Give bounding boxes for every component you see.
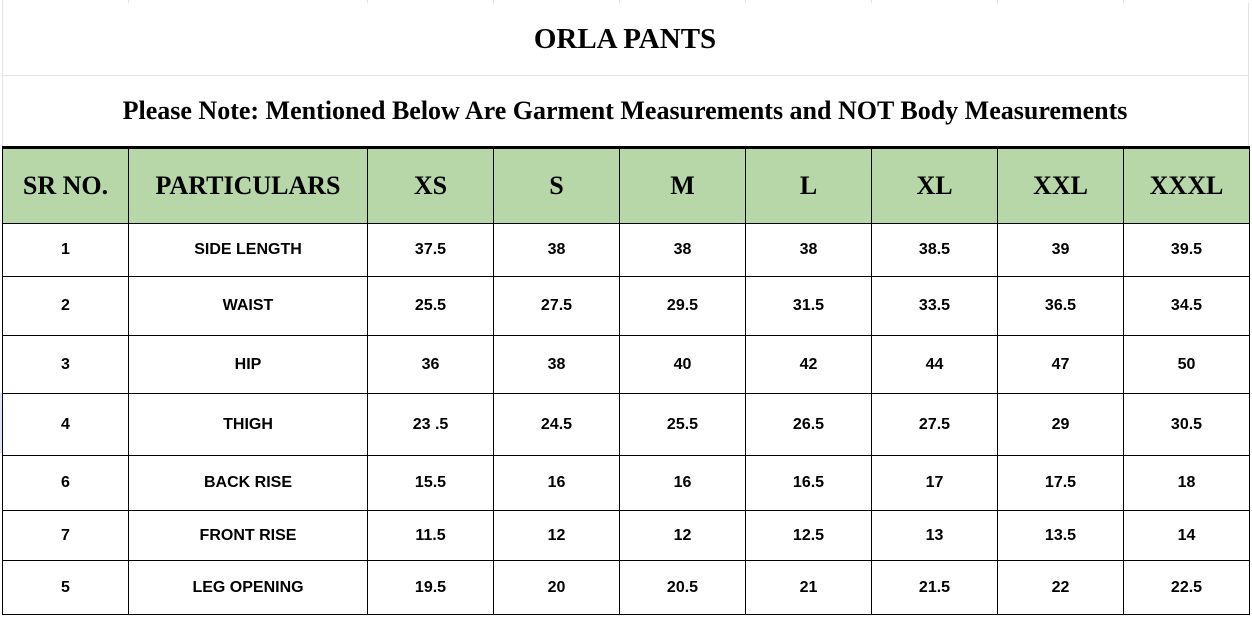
sr-cell[interactable]: 4 [3,394,129,456]
particular-cell[interactable]: BACK RISE [129,456,368,511]
table-row [3,456,1250,511]
header-cell-xl[interactable]: XL [872,148,998,224]
value-cell[interactable]: 40 [620,336,746,394]
page-title-text: ORLA PANTS [533,22,717,55]
value-cell[interactable]: 16 [494,456,620,511]
table-row [3,394,1250,456]
value-cell[interactable]: 34.5 [1124,277,1250,336]
value-cell[interactable]: 29.5 [620,277,746,336]
particular-cell[interactable]: HIP [129,336,368,394]
value-cell[interactable]: 38 [746,224,872,277]
value-cell[interactable]: 11.5 [368,511,494,561]
measurement-note-text: Please Note: Mentioned Below Are Garment Measurements and NOT Body Measurements [122,96,1128,125]
header-cell-m[interactable]: M [620,148,746,224]
value-cell[interactable]: 23 .5 [368,394,494,456]
value-cell[interactable]: 19.5 [368,561,494,615]
header-cell-xxxl[interactable]: XXXL [1124,148,1250,224]
value-cell[interactable]: 15.5 [368,456,494,511]
sr-cell[interactable]: 2 [3,277,129,336]
header-cell-xs[interactable]: XS [368,148,494,224]
value-cell[interactable]: 38.5 [872,224,998,277]
value-cell[interactable]: 38 [494,336,620,394]
header-row [3,148,1250,224]
particular-cell[interactable]: LEG OPENING [129,561,368,615]
value-cell[interactable]: 16.5 [746,456,872,511]
table-row [3,511,1250,561]
value-cell[interactable]: 16 [620,456,746,511]
value-cell[interactable]: 13.5 [998,511,1124,561]
value-cell[interactable]: 25.5 [368,277,494,336]
value-cell[interactable]: 33.5 [872,277,998,336]
value-cell[interactable]: 29 [998,394,1124,456]
particular-cell[interactable]: THIGH [129,394,368,456]
size-chart-table [2,146,1250,615]
value-cell[interactable]: 12.5 [746,511,872,561]
header-cell-particulars[interactable]: PARTICULARS [129,148,368,224]
value-cell[interactable]: 27.5 [494,277,620,336]
value-cell[interactable]: 12 [494,511,620,561]
value-cell[interactable]: 36 [368,336,494,394]
grid-line [1248,3,1249,146]
value-cell[interactable]: 39 [998,224,1124,277]
header-cell-sr-no[interactable]: SR NO. [3,148,129,224]
value-cell[interactable]: 14 [1124,511,1250,561]
value-cell[interactable]: 17.5 [998,456,1124,511]
table-row [3,224,1250,277]
value-cell[interactable]: 38 [494,224,620,277]
table-row [3,277,1250,336]
value-cell[interactable]: 20 [494,561,620,615]
value-cell[interactable]: 12 [620,511,746,561]
sr-cell[interactable]: 5 [3,561,129,615]
measurement-note[interactable] [2,76,1248,146]
page-title[interactable] [2,3,1248,76]
table-row [3,561,1250,615]
value-cell[interactable]: 47 [998,336,1124,394]
value-cell[interactable]: 44 [872,336,998,394]
value-cell[interactable]: 50 [1124,336,1250,394]
value-cell[interactable]: 38 [620,224,746,277]
value-cell[interactable]: 13 [872,511,998,561]
value-cell[interactable]: 31.5 [746,277,872,336]
table-row [3,336,1250,394]
value-cell[interactable]: 18 [1124,456,1250,511]
value-cell[interactable]: 20.5 [620,561,746,615]
value-cell[interactable]: 42 [746,336,872,394]
sr-cell[interactable]: 6 [3,456,129,511]
sr-cell[interactable]: 1 [3,224,129,277]
value-cell[interactable]: 27.5 [872,394,998,456]
value-cell[interactable]: 25.5 [620,394,746,456]
particular-cell[interactable]: FRONT RISE [129,511,368,561]
value-cell[interactable]: 36.5 [998,277,1124,336]
value-cell[interactable]: 26.5 [746,394,872,456]
value-cell[interactable]: 21.5 [872,561,998,615]
value-cell[interactable]: 22 [998,561,1124,615]
header-cell-l[interactable]: L [746,148,872,224]
value-cell[interactable]: 39.5 [1124,224,1250,277]
value-cell[interactable]: 37.5 [368,224,494,277]
sr-cell[interactable]: 3 [3,336,129,394]
value-cell[interactable]: 30.5 [1124,394,1250,456]
header-cell-s[interactable]: S [494,148,620,224]
sr-cell[interactable]: 7 [3,511,129,561]
value-cell[interactable]: 21 [746,561,872,615]
value-cell[interactable]: 24.5 [494,394,620,456]
particular-cell[interactable]: SIDE LENGTH [129,224,368,277]
value-cell[interactable]: 17 [872,456,998,511]
value-cell[interactable]: 22.5 [1124,561,1250,615]
header-cell-xxl[interactable]: XXL [998,148,1124,224]
particular-cell[interactable]: WAIST [129,277,368,336]
